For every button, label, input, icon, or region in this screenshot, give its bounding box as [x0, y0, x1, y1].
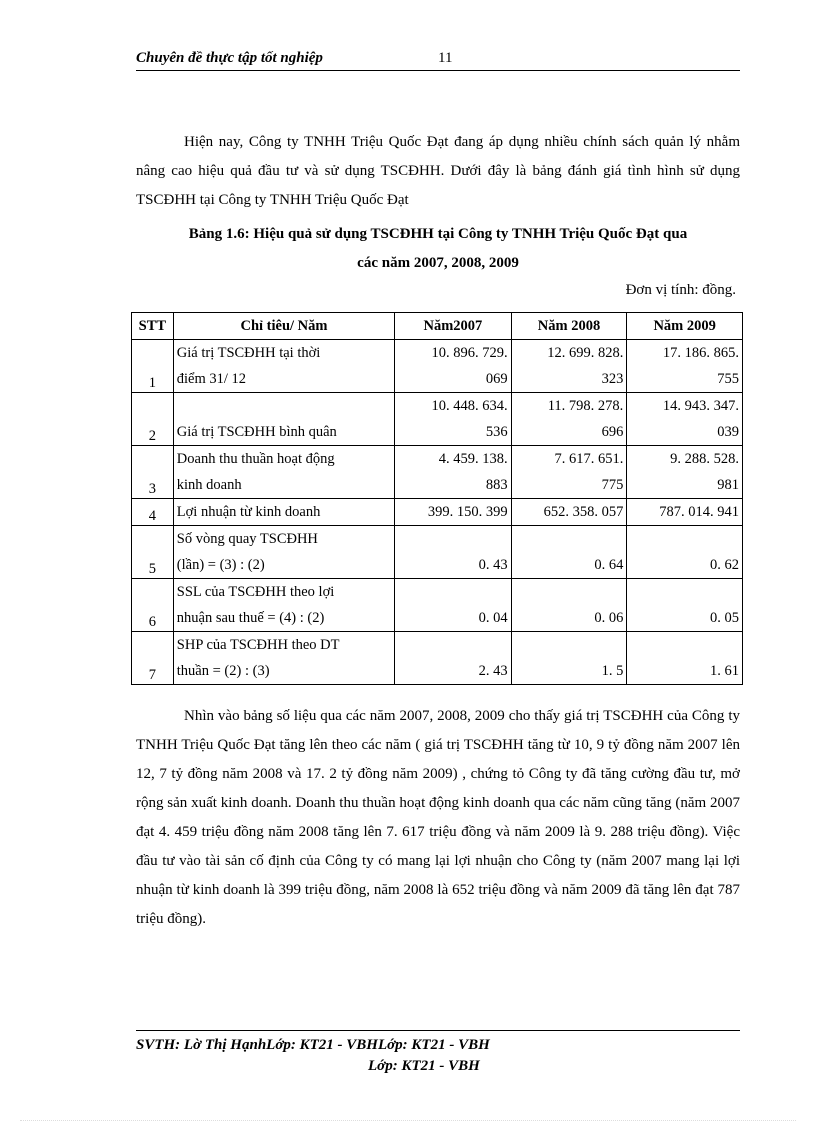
cell-2009: 1. 61: [627, 632, 743, 685]
cell-2007: 4. 459. 138. 883: [395, 446, 512, 499]
cell-2007: 2. 43: [395, 632, 512, 685]
cell-indicator: SHP của TSCĐHH theo DT thuần = (2) : (3): [173, 632, 394, 685]
cell-2007: 0. 43: [395, 526, 512, 579]
cell-2008: 12. 699. 828. 323: [511, 340, 627, 393]
header-2008: Năm 2008: [511, 313, 627, 340]
footer-line2: Lớp: KT21 - VBH: [368, 1058, 480, 1074]
cell-2008: 11. 798. 278. 696: [511, 393, 627, 446]
cell-2008: 7. 617. 651. 775: [511, 446, 627, 499]
efficiency-table: [131, 312, 743, 685]
cell-2008: 0. 06: [511, 579, 627, 632]
cell-indicator: Số vòng quay TSCĐHH (lần) = (3) : (2): [173, 526, 394, 579]
table-row: [132, 340, 743, 393]
header-stt: STT: [132, 313, 174, 340]
table-caption-line1: Bảng 1.6: Hiệu quả sử dụng TSCĐHH tại Công ty TNHH Triệu Quốc Đạt qua: [188, 226, 688, 242]
table-row: [132, 632, 743, 685]
table-row: [132, 446, 743, 499]
intro-paragraph: Hiện nay, Công ty TNHH Triệu Quốc Đạt đang áp dụng nhiều chính sách quản lý nhằm nâng cao hiệu quả đầu tư và sử dụng TSCĐHH. Dưới đây là bảng đánh giá tình hình sử dụng TSCĐHH tại Công ty TNHH Triệu Quốc Đạt: [136, 134, 740, 208]
cell-2009: 0. 05: [627, 579, 743, 632]
cell-2008: 1. 5: [511, 632, 627, 685]
cell-stt: 7: [132, 632, 174, 685]
header-title: Chuyên đề thực tập tốt nghiệp: [136, 50, 323, 66]
cell-stt: 5: [132, 526, 174, 579]
table-row: [132, 579, 743, 632]
cell-indicator: Giá trị TSCĐHH bình quân: [173, 393, 394, 446]
table-row: [132, 526, 743, 579]
cell-2007: 10. 448. 634. 536: [395, 393, 512, 446]
cell-2007: 0. 04: [395, 579, 512, 632]
cell-2009: 787. 014. 941: [627, 499, 743, 526]
cell-stt: 3: [132, 446, 174, 499]
cell-stt: 6: [132, 579, 174, 632]
header-indicator: Chỉ tiêu/ Năm: [173, 313, 394, 340]
page-footer: [136, 1030, 740, 1074]
cell-2007: 399. 150. 399: [395, 499, 512, 526]
page-number: 11: [438, 50, 453, 66]
table-row: [132, 499, 743, 526]
header-2009: Năm 2009: [627, 313, 743, 340]
cell-2009: 0. 62: [627, 526, 743, 579]
cell-indicator: Lợi nhuận từ kinh doanh: [173, 499, 394, 526]
cell-stt: 1: [132, 340, 174, 393]
cell-stt: 4: [132, 499, 174, 526]
unit-label: Đơn vị tính: đồng.: [625, 282, 736, 298]
table-row: [132, 393, 743, 446]
table-caption-line2: các năm 2007, 2008, 2009: [357, 255, 519, 271]
cell-2009: 9. 288. 528. 981: [627, 446, 743, 499]
cell-2007: 10. 896. 729. 069: [395, 340, 512, 393]
header-2007: Năm2007: [395, 313, 512, 340]
cell-2008: 652. 358. 057: [511, 499, 627, 526]
table-caption: [136, 220, 740, 278]
footer-line1: SVTH: Lờ Thị HạnhLớp: KT21 - VBHLớp: KT21 - VBH: [136, 1037, 490, 1053]
cell-stt: 2: [132, 393, 174, 446]
table-header-row: [132, 313, 743, 340]
cell-indicator: SSL của TSCĐHH theo lợi nhuận sau thuế = (4) : (2): [173, 579, 394, 632]
page-header: [136, 48, 740, 71]
cell-2009: 17. 186. 865. 755: [627, 340, 743, 393]
cell-2009: 14. 943. 347. 039: [627, 393, 743, 446]
cell-2008: 0. 64: [511, 526, 627, 579]
cell-indicator: Doanh thu thuần hoạt động kinh doanh: [173, 446, 394, 499]
cell-indicator: Giá trị TSCĐHH tại thời điểm 31/ 12: [173, 340, 394, 393]
analysis-paragraph: Nhìn vào bảng số liệu qua các năm 2007, 2008, 2009 cho thấy giá trị TSCĐHH của Công ty TNHH Triệu Quốc Đạt tăng lên theo các năm ( giá trị TSCĐHH tăng từ 10, 9 tỷ đồng năm 2007 lên 12, 7 tỷ đồng năm 2008 và 17. 2 tỷ đồng năm 2009) , chứng tỏ Công ty đã tăng cường đầu tư, mở rộng sản xuất kinh doanh. Doanh thu thuần hoạt động kinh doanh qua các năm cũng tăng (năm 2007 đạt 4. 459 triệu đồng năm 2008 tăng lên 7. 617 triệu đồng và năm 2009 là 9. 288 triệu đồng). Việc đầu tư vào tài sản cố định của Công ty có mang lại lợi nhuận cho Công ty (năm 2007 mang lại lợi nhuận từ kinh doanh là 399 triệu đồng, năm 2008 là 652 triệu đồng và năm 2009 đã tăng lên đạt 787 triệu đồng).: [136, 708, 740, 927]
bottom-dotted-rule: [20, 1120, 796, 1121]
